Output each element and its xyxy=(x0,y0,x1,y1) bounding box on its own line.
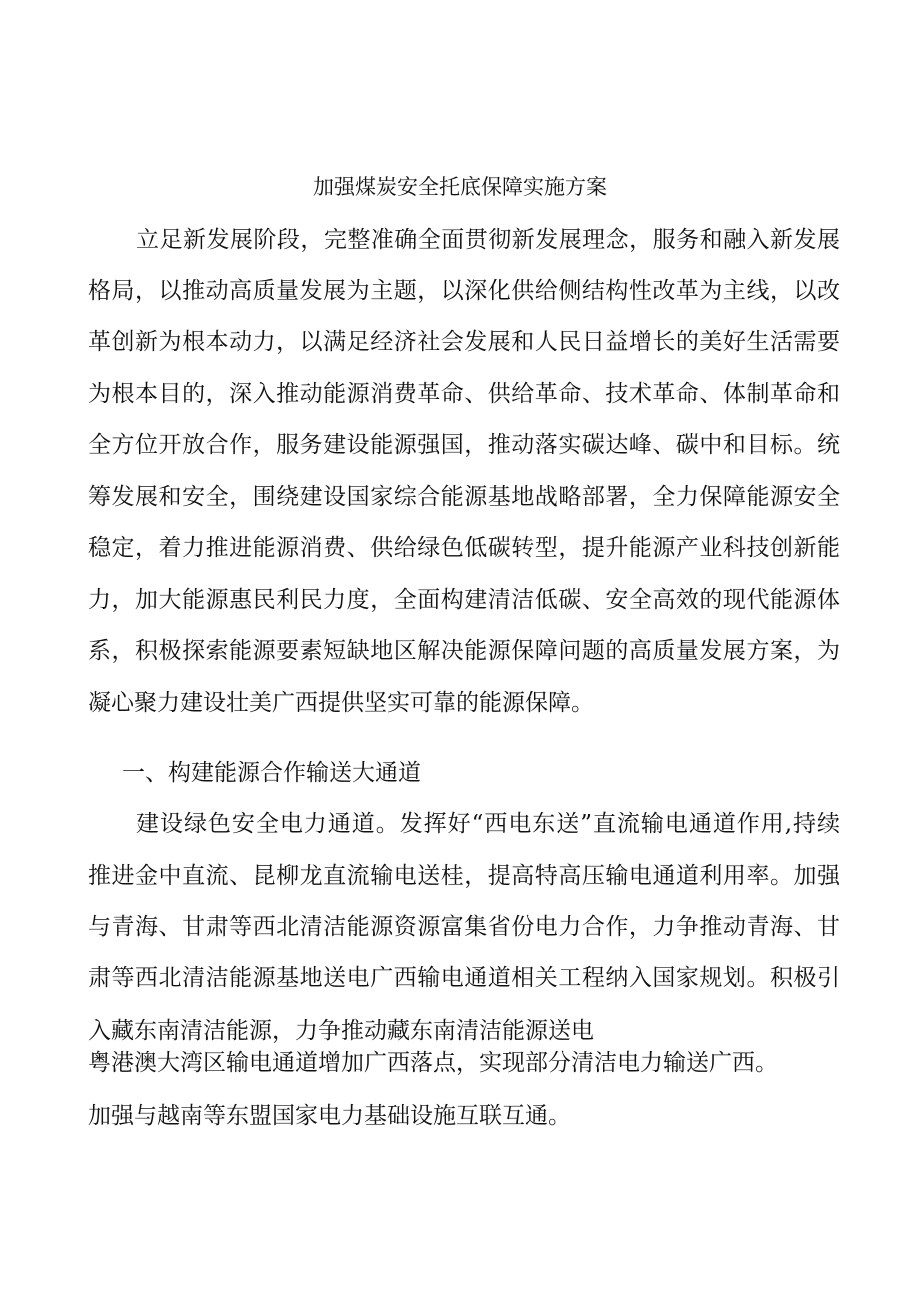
intro-line: 全方位开放合作，服务建设能源强国，推动落实碳达峰、碳中和目标。统 xyxy=(88,432,840,458)
intro-line: 凝心聚力建设壮美广西提供坚实可靠的能源保障。 xyxy=(88,690,594,716)
section-line: 建设绿色安全电力通道。发挥好“西电东送”直流输电通道作用,持续 xyxy=(136,811,840,837)
intro-line: 为根本目的，深入推动能源消费革命、供给革命、技术革命、体制革命和 xyxy=(88,381,840,407)
intro-line: 系，积极探索能源要素短缺地区解决能源保障问题的高质量发展方案，为 xyxy=(88,638,840,664)
intro-line: 立足新发展阶段，完整准确全面贯彻新发展理念，服务和融入新发展 xyxy=(136,227,840,253)
section-line: 粤港澳大湾区输电通道增加广西落点，实现部分清洁电力输送广西。 xyxy=(88,1050,778,1076)
intro-line: 力，加大能源惠民利民力度，全面构建清洁低碳、安全高效的现代能源体 xyxy=(88,587,840,613)
document-title: 加强煤炭安全托底保障实施方案 xyxy=(313,175,607,199)
section-heading: 一、构建能源合作输送大通道 xyxy=(122,760,421,786)
intro-line: 筹发展和安全，围绕建设国家综合能源基地战略部署，全力保障能源安全 xyxy=(88,484,840,510)
section-line: 加强与越南等东盟国家电力基础设施互联互通。 xyxy=(88,1103,571,1129)
section-line: 入藏东南清洁能源，力争推动藏东南清洁能源送电 xyxy=(88,1018,594,1044)
intro-line: 革创新为根本动力，以满足经济社会发展和人民日益增长的美好生活需要 xyxy=(88,329,840,355)
section-line: 肃等西北清洁能源基地送电广西输电通道相关工程纳入国家规划。积极引 xyxy=(88,965,840,991)
section-line: 推进金中直流、昆柳龙直流输电送桂，提高特高压输电通道利用率。加强 xyxy=(88,863,840,889)
intro-line: 格局，以推动高质量发展为主题，以深化供给侧结构性改革为主线，以改 xyxy=(88,278,840,304)
section-line: 与青海、甘肃等西北清洁能源资源富集省份电力合作，力争推动青海、甘 xyxy=(88,914,840,940)
intro-line: 稳定，着力推进能源消费、供给绿色低碳转型，提升能源产业科技创新能 xyxy=(88,535,840,561)
